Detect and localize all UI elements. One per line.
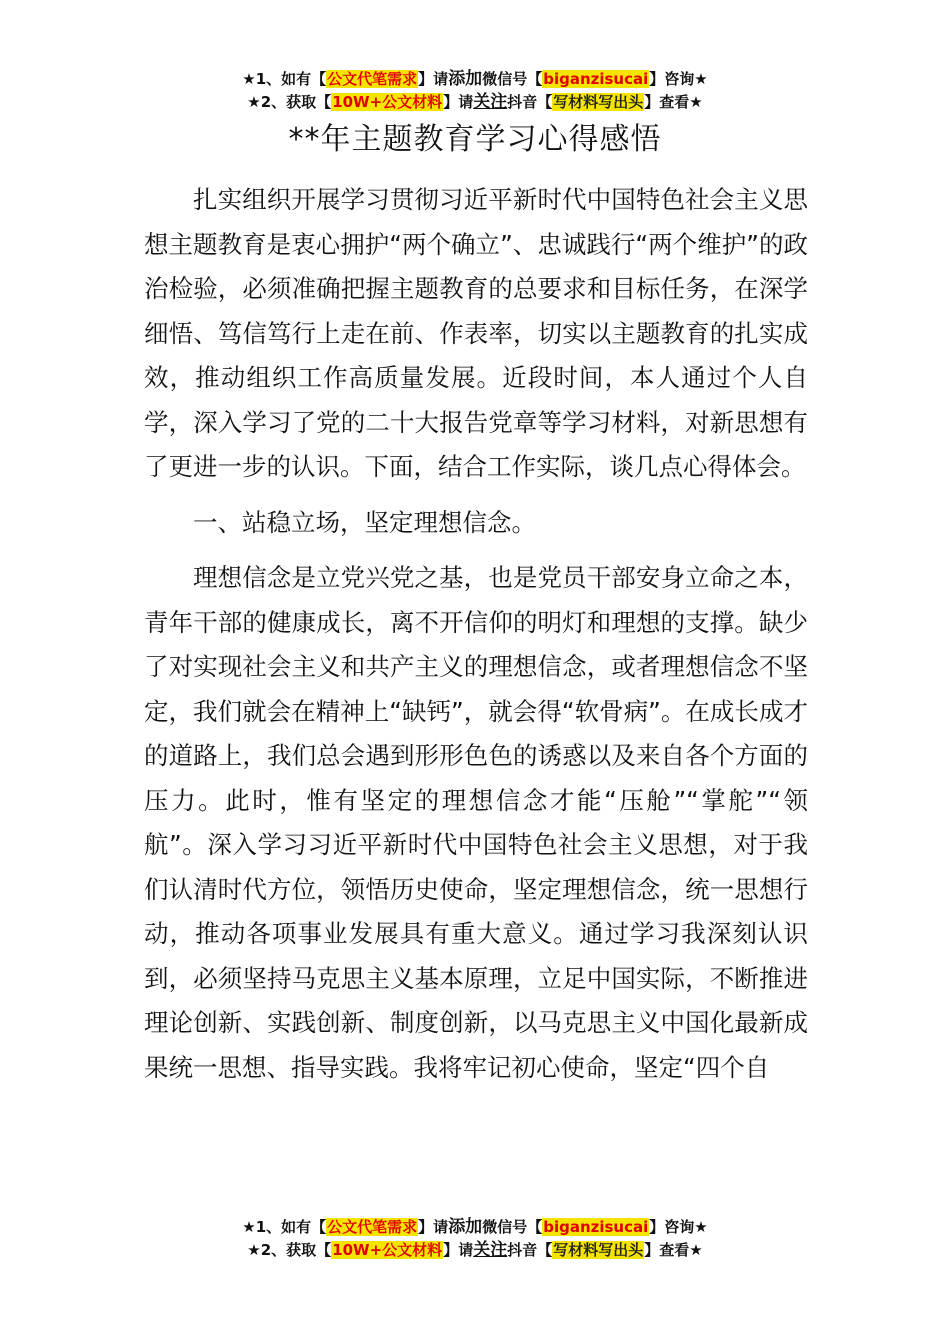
banner-prefix: ★2、获取【 xyxy=(247,1241,332,1259)
document-title: **年主题教育学习心得感悟 xyxy=(288,122,662,157)
footer-banner xyxy=(0,1216,950,1262)
header-banner-line-1 xyxy=(0,68,950,91)
banner-text-emphasis: 关注 xyxy=(473,92,508,112)
banner-text-emphasis: 添加 xyxy=(448,69,483,89)
banner-text: 微信号【 xyxy=(482,1218,543,1236)
banner-highlight: 公文代笔需求 xyxy=(327,1218,418,1236)
banner-prefix: ★1、如有【 xyxy=(242,70,327,88)
banner-text-emphasis: 关注 xyxy=(473,1240,508,1260)
banner-douyin-name: 写材料写出头 xyxy=(553,1241,644,1259)
intro-paragraph: 扎实组织开展学习贯彻习近平新时代中国特色社会主义思想主题教育是衷心拥护“两个确立”、忠诚践行“两个维护”的政治检验，必须准确把握主题教育的总要求和目标任务，在深学细悟、笃信笃行上走在前、作表率，切实以主题教育的扎实成效，推动组织工作高质量发展。近段时间，本人通过个人自学，深入学习了党的二十大报告党章等学习材料，对新思想有了更进一步的认识。下面，结合工作实际，谈几点心得体会。 xyxy=(144,185,808,481)
banner-wechat-id: biganzisucai xyxy=(543,1218,649,1236)
banner-highlight: 10W+公文材料 xyxy=(332,93,443,111)
banner-text: 抖音【 xyxy=(507,1241,553,1259)
header-banner xyxy=(0,68,950,114)
banner-suffix: 】查看★ xyxy=(644,1241,703,1259)
banner-highlight: 公文代笔需求 xyxy=(327,70,418,88)
banner-suffix: 】咨询★ xyxy=(649,1218,708,1236)
section-heading: 一、站稳立场，坚定理想信念。 xyxy=(193,507,536,537)
banner-highlight: 10W+公文材料 xyxy=(332,1241,443,1259)
footer-banner-line-1 xyxy=(0,1216,950,1239)
banner-prefix: ★2、获取【 xyxy=(247,93,332,111)
banner-text: 】请 xyxy=(418,1218,449,1236)
banner-suffix: 】查看★ xyxy=(644,93,703,111)
body-paragraph: 理想信念是立党兴党之基，也是党员干部安身立命之本，青年干部的健康成长，离不开信仰的明灯和理想的支撑。缺少了对实现社会主义和共产主义的理想信念，或者理想信念不坚定，我们就会在精神上“缺钙”，就会得“软骨病”。在成长成才的道路上，我们总会遇到形形色色的诱惑以及来自各个方面的压力。此时，惟有坚定的理想信念才能“压舱”“掌舵”“领航”。深入学习习近平新时代中国特色社会主义思想，对于我们认清时代方位，领悟历史使命，坚定理想信念，统一思想行动，推动各项事业发展具有重大意义。通过学习我深刻认识到，必须坚持马克思主义基本原理，立足中国实际，不断推进理论创新、实践创新、制度创新，以马克思主义中国化最新成果统一思想、指导实践。我将牢记初心使命，坚定“四个自 xyxy=(144,563,808,1082)
banner-text: 微信号【 xyxy=(482,70,543,88)
banner-text-emphasis: 添加 xyxy=(448,1217,483,1237)
banner-text: 】请 xyxy=(443,93,474,111)
footer-banner-line-2 xyxy=(0,1239,950,1262)
banner-text: 】请 xyxy=(443,1241,474,1259)
banner-prefix: ★1、如有【 xyxy=(242,1218,327,1236)
banner-suffix: 】咨询★ xyxy=(649,70,708,88)
banner-wechat-id: biganzisucai xyxy=(543,70,649,88)
banner-text: 抖音【 xyxy=(507,93,553,111)
header-banner-line-2 xyxy=(0,91,950,114)
banner-text: 】请 xyxy=(418,70,449,88)
document-body xyxy=(144,178,808,1101)
banner-douyin-name: 写材料写出头 xyxy=(553,93,644,111)
